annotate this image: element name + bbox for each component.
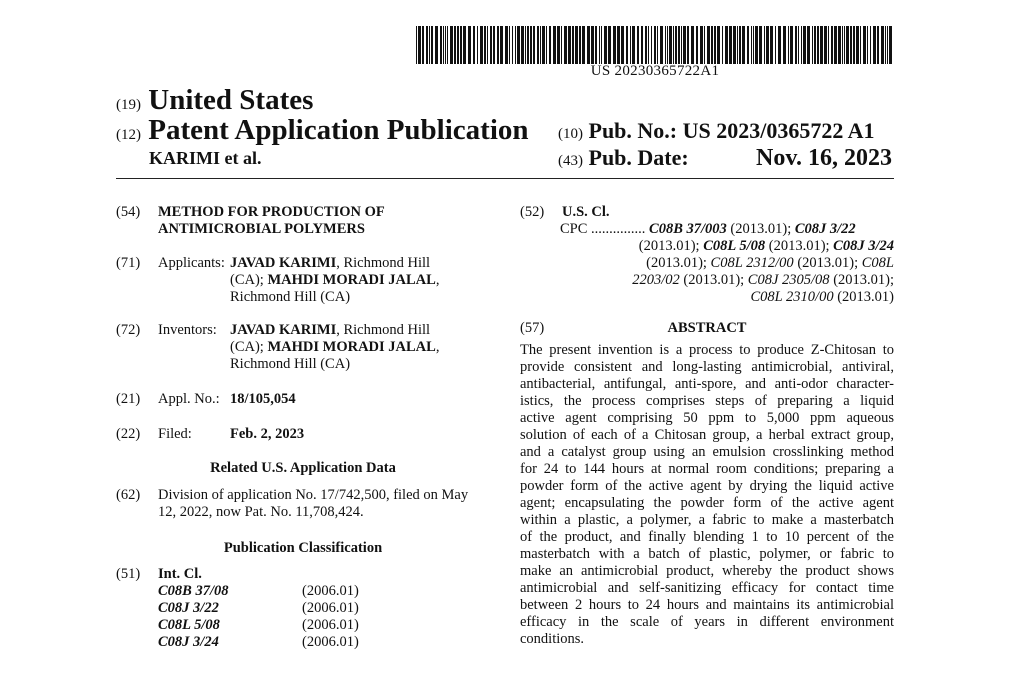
inid-code-72: (72) (116, 322, 141, 338)
invention-title (158, 204, 385, 238)
inid-code-12: (12) (116, 127, 141, 143)
inventor-location-2: Richmond Hill (CA) (230, 356, 351, 372)
pub-date-line (558, 145, 892, 171)
applicant-comma: , (435, 272, 440, 288)
abstract-line: conditions. (520, 631, 585, 647)
cpc-version: (2013.01); (638, 238, 704, 254)
cpc-version: (2013.01); (679, 272, 748, 288)
filed-label: Filed: (158, 426, 192, 442)
country-heading (116, 84, 313, 117)
abstract-line: of the product, and finally blending 1 to 10 percent of the (520, 529, 894, 545)
division-line-1: Division of application No. 17/742,500, filed on May (158, 487, 469, 503)
cpc-version: (2013.01); (726, 221, 795, 237)
pub-class-heading: Publication Classification (223, 540, 383, 556)
abstract-line: make an antimicrobial product, whereby the product shows (520, 563, 894, 579)
inventor-name-1: JAVAD KARIMI (230, 322, 337, 338)
cpc-class: C08L (861, 255, 894, 271)
doc-type-heading (116, 114, 529, 147)
abstract-line: between 2 hours to 24 hours and maintains its antimicrobial (520, 597, 894, 613)
header-divider (116, 178, 894, 179)
abstract-line: agent; encapsulating the powder form of the active agent (520, 495, 894, 511)
division-line-2: 12, 2022, now Pat. No. 11,708,424. (158, 504, 364, 520)
applicants-value (230, 255, 439, 306)
appl-no-label: Appl. No.: (158, 391, 220, 407)
pub-number-label: Pub. No.: (588, 118, 678, 143)
cpc-version: (2013.01); (765, 238, 834, 254)
inid-code-10: (10) (558, 126, 583, 142)
int-cl-version: (2006.01) (302, 583, 359, 599)
abstract-line: for 24 to 144 hours at normal room conditions; preparing a (520, 461, 894, 477)
us-cl-label: U.S. Cl. (562, 204, 610, 220)
cpc-class: C08J 3/24 (833, 238, 894, 254)
barcode-number: US 20230365722A1 (590, 63, 720, 79)
applicant-name-1: JAVAD KARIMI (230, 255, 337, 271)
title-line-2: ANTIMICROBIAL POLYMERS (158, 221, 365, 237)
abstract-heading: ABSTRACT (667, 320, 747, 336)
abstract-line: solution of each of a Chitosan group, a herbal extract group, (520, 427, 894, 443)
int-cl-row (158, 634, 359, 651)
abstract-line: and a catalyst group using an emulsion crosslinking method (520, 444, 894, 460)
title-line-1: METHOD FOR PRODUCTION OF (158, 204, 385, 220)
int-cl-class: C08B 37/08 (158, 583, 229, 599)
inid-code-22: (22) (116, 426, 141, 442)
doc-type: Patent Application Publication (148, 114, 529, 146)
pub-number-line (558, 118, 875, 144)
int-cl-row (158, 600, 359, 617)
abstract-line: The present invention is a process to produce Z-Chitosan to (520, 342, 894, 358)
abstract-line: antibacterial, antifungal, anti-spore, and anti-odor character- (520, 376, 894, 392)
applicants-label: Applicants: (158, 255, 225, 271)
abstract-line: masterbatch with a batch of plastic, polymer, or fabric to (520, 546, 894, 562)
related-data-heading: Related U.S. Application Data (210, 460, 396, 476)
cpc-version: (2013.01); (829, 272, 894, 288)
abstract-body (520, 342, 894, 648)
int-cl-version: (2006.01) (302, 634, 359, 650)
inid-code-54: (54) (116, 204, 141, 220)
country-name: United States (148, 84, 314, 116)
inventor-country-1: (CA); (230, 339, 268, 355)
inventor-name-2: MAHDI MORADI JALAL (267, 339, 436, 355)
abstract-line: powder form of the active agent by drying the liquid active (520, 478, 894, 494)
int-cl-class: C08L 5/08 (158, 617, 220, 633)
abstract-line: active agent comprising 50 ppm to 5,000 ppm aqueous (520, 410, 894, 426)
inventors-value (230, 322, 439, 373)
cpc-version: (2013.01); (646, 255, 711, 271)
appl-no-value: 18/105,054 (230, 391, 296, 407)
inid-code-52: (52) (520, 204, 545, 220)
pub-date-label: Pub. Date: (588, 145, 689, 170)
cpc-class: C08L 2312/00 (710, 255, 794, 271)
cpc-class: C08L 2310/00 (750, 289, 834, 305)
inid-code-21: (21) (116, 391, 141, 407)
inventors-label: Inventors: (158, 322, 217, 338)
inventor-location-1: , Richmond Hill (336, 322, 431, 338)
division-info (158, 487, 468, 521)
pub-number-value: US 2023/0365722 A1 (682, 118, 875, 143)
applicant-name-2: MAHDI MORADI JALAL (267, 272, 436, 288)
cpc-version: (2013.01); (793, 255, 862, 271)
cpc-class: C08J 3/22 (794, 221, 856, 237)
applicant-location-1: , Richmond Hill (336, 255, 431, 271)
applicant-location-2: Richmond Hill (CA) (230, 289, 351, 305)
inid-code-19: (19) (116, 97, 141, 113)
int-cl-class: C08J 3/24 (158, 634, 219, 650)
cpc-version: (2013.01) (833, 289, 894, 305)
inid-code-43: (43) (558, 153, 583, 169)
inid-code-71: (71) (116, 255, 141, 271)
inid-code-57: (57) (520, 320, 545, 336)
abstract-line: provide consistent and long-lasting antimicrobial, antiviral, (520, 359, 894, 375)
cpc-class: C08L 5/08 (703, 238, 766, 254)
inventor-short: KARIMI et al. (149, 148, 262, 168)
cpc-class: C08J 2305/08 (747, 272, 830, 288)
inid-code-62: (62) (116, 487, 141, 503)
int-cl-row (158, 617, 359, 634)
abstract-line: antimicrobial and self-sanitizing efficacy for contact time (520, 580, 894, 596)
int-cl-row (158, 583, 359, 600)
cpc-class: 2203/02 (632, 272, 680, 288)
applicant-country-1: (CA); (230, 272, 268, 288)
int-cl-version: (2006.01) (302, 617, 359, 633)
pub-date-value: Nov. 16, 2023 (755, 145, 892, 171)
abstract-line: efficacy in the scale of years in different environment (520, 614, 894, 630)
cpc-classes (560, 221, 894, 306)
barcode-image (416, 26, 894, 64)
cpc-class: C08B 37/003 (649, 221, 727, 237)
int-cl-version: (2006.01) (302, 600, 359, 616)
abstract-line: within a plastic, a polymer, a fabric to make a masterbatch (520, 512, 894, 528)
inid-code-51: (51) (116, 566, 141, 582)
int-cl-label: Int. Cl. (158, 566, 202, 582)
cpc-label: CPC ............... (560, 221, 646, 237)
inventor-comma: , (435, 339, 440, 355)
abstract-line: istics, the process comprises steps of preparing a liquid (520, 393, 894, 409)
filed-value: Feb. 2, 2023 (230, 426, 305, 442)
int-cl-class: C08J 3/22 (158, 600, 219, 616)
